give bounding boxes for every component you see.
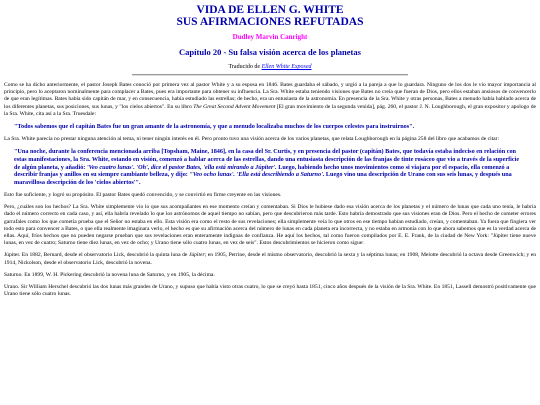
paragraph-jupiter-a: Júpiter. En 1882, Bernard, desde el observatorio Lick, descubrió la quinta luna de	[4, 252, 188, 259]
book-title-line1: VIDA DE ELLEN G. WHITE	[196, 4, 344, 16]
quote-vision-jupiter: 'Veo cuatro lunas'. 'Oh', dice el pastor Bates, 'ella está mirando a Júpiter'.	[86, 163, 277, 171]
paragraph-facts: Pero, ¿cuáles son los hechos? La Sra. White simplemente vio lo que sus acompañantes en ese momento creían y comentaban. Si Dios le hubiese dado esa visión acerca de los planetas y el número de lunas que cada uno tenía, le habría dado el número correcto en cada caso, y así, ella habría revelado lo que los astrónomos de aquel tiempo no sabían, pero que descubrieron más tarde. Esto habría demostrado que sus visiones eran de Dios. Pero el hecho de cometer errores garrafales como los que cometía prueba que el Señor no estaba en ello. Esta visión era como el resto de sus revelaciones; ella simplemente veía lo que otros en ese tiempo habían estudiado, creían, y comentaban. Ya fuera que fingiera ver todo esto para convencer a Bates, o que ella realmente imaginara verlo, el hecho es que su afirmación acerca del número de lunas en cada planeta era incorrecta, y no estaba en armonía con lo que ahora sabemos que es la verdad acerca de ellas. Aquí, fríos hechos que no pueden negarse prueban que sus revelaciones eran enteramente indignas de confianza. He aquí los hechos, tal como fueron compilados por E. E. Frank, de la ciudad de New York: "Júpiter tiene nueve lunas, en vez de cuatro; Saturno tiene diez lunas, en vez de ocho; y Urano tiene sólo cuatro lunas, en vez de seis". Estos descubrimientos se hicieron como sigue:	[4, 204, 536, 247]
quote-truesdale: "Todos sabemos que el capitán Bates fue un gran amante de la astronomía, y que a menudo localizaba muchos de los cuerpos celestes para instruirnos".	[14, 123, 415, 131]
book-reference: The Great Second Advent Movement	[193, 103, 276, 110]
paragraph-intro-text: Como se ha dicho anteriormente, el pastor Joseph Bates conoció por primera vez al pastor White y a su esposa en 1846. Bates guardaba el sábado, y urgió a la pareja a que lo guardara. Ninguno de los dos le vio mayor importancia al principio, pero lo aceptaron nominalmente para complacer a Bates, pues era importante para obtener su influencia. La Sra. White estaba teniendo visiones que Bates no creía que fueran de Dios, pero ellos estaban ansiosos de convencerlo de que eran legítimas. Bates había sido capitán de mar, y en consecuencia, había estudiado las estrellas; de hecho, era un entusiasta de la astronomía. En presencia de la Sra. White y otras personas, Bates a menudo había hablado acerca de los diferentes planetas, sus posiciones, sus lunas, y "los cielos abiertos". En su libro	[4, 82, 536, 110]
quote-vision-saturn: "Veo ocho lunas'. 'Ella está describiendo a Saturno'.	[189, 171, 325, 179]
chapter-title: Capítulo 20 - Su falsa visión acerca de los planetas	[179, 47, 361, 57]
quote-vision-part3: Luego vino una descripción de Urano con sus seis lunas, y después una maravillosa descripción de los 'cielos abiertos'".	[14, 171, 512, 187]
author-name: Dudley Marvin Canright	[232, 33, 308, 41]
paragraph-jupiter-italic: Júpiter	[188, 252, 205, 259]
book-title	[4, 4, 536, 28]
paragraph-uranus: Urano. Sir William Herschel descubrió las dos lunas más grandes de Urano, y supuso que había visto otras cuatro, lo que se creyó hasta 1851, cinco años después de la visión de la Sra. White. En 1851, Lassell demostró positivamente que Urano tiene sólo cuatro lunas.	[4, 284, 536, 298]
paragraph-intro	[4, 82, 536, 118]
quote-vision-part1: "Una noche, durante la conferencia mencionada arriba [Topsham, Maine, 1846], en la casa del Sr. Curtis, y en presencia del pastor (capitán) Bates, que todavía estaba indeciso en relación con estas manifestaciones, la Sra. White, estando en visión, comenzó a hablar acerca de las estrellas, dando una entusiasta descripción de las franjas de tinte rosáceo que vio a través de la superficie de algún planeta, y añadió:	[14, 148, 520, 171]
paragraph-intro-tail: [El gran movimiento de la segunda venida], pág. 260, el pastor J. N. Loughborough, el gran expositor y apologo de la Sra. White, cita así a la Sra. Truesdale:	[4, 103, 536, 117]
paragraph-jupiter	[4, 252, 536, 266]
paragraph-jupiter-b: ; en 1905, Perrine, desde el mismo observatorio, descubrió la sexta y la séptima lunas; en 1908, Melotte descubrió la octava desde Greenwich; y en 1914, Nickolson, desde el observatorio Lick, descubrió la novena.	[4, 252, 536, 266]
paragraph-bates-convinced: Esto fue suficiente, y logró su propósito. El pastor Bates quedó convencido, y se convirtió en firme creyente en las visiones.	[4, 192, 282, 198]
quote-vision	[14, 148, 526, 187]
source-book-link[interactable]: Ellen White Exposed	[261, 64, 312, 70]
separator	[132, 74, 409, 76]
paragraph-vision-intro: La Sra. White parecía no prestar ninguna atención al tema, ni tener ningún interés en él. Pero pronto tuvo una visión acerca de los varios planetas, que relata Loughborough en la página 258 del libro que acabamos de citar:	[4, 135, 500, 142]
quote-vision-part2: Luego, habiendo hecho unos movimientos como si viajara por el espacio, ella comenzó a describir franjas y anillos en su siempre cambiante belleza, y dijo:	[14, 163, 510, 179]
translated-from	[4, 64, 536, 70]
translated-prefix: Traducido de	[228, 64, 262, 70]
book-title-line2: SUS AFIRMACIONES REFUTADAS	[176, 16, 364, 28]
paragraph-saturn: Saturno. En 1899, W. H. Pickering descubrió la novena luna de Saturno, y en 1905, la décima.	[4, 271, 215, 278]
